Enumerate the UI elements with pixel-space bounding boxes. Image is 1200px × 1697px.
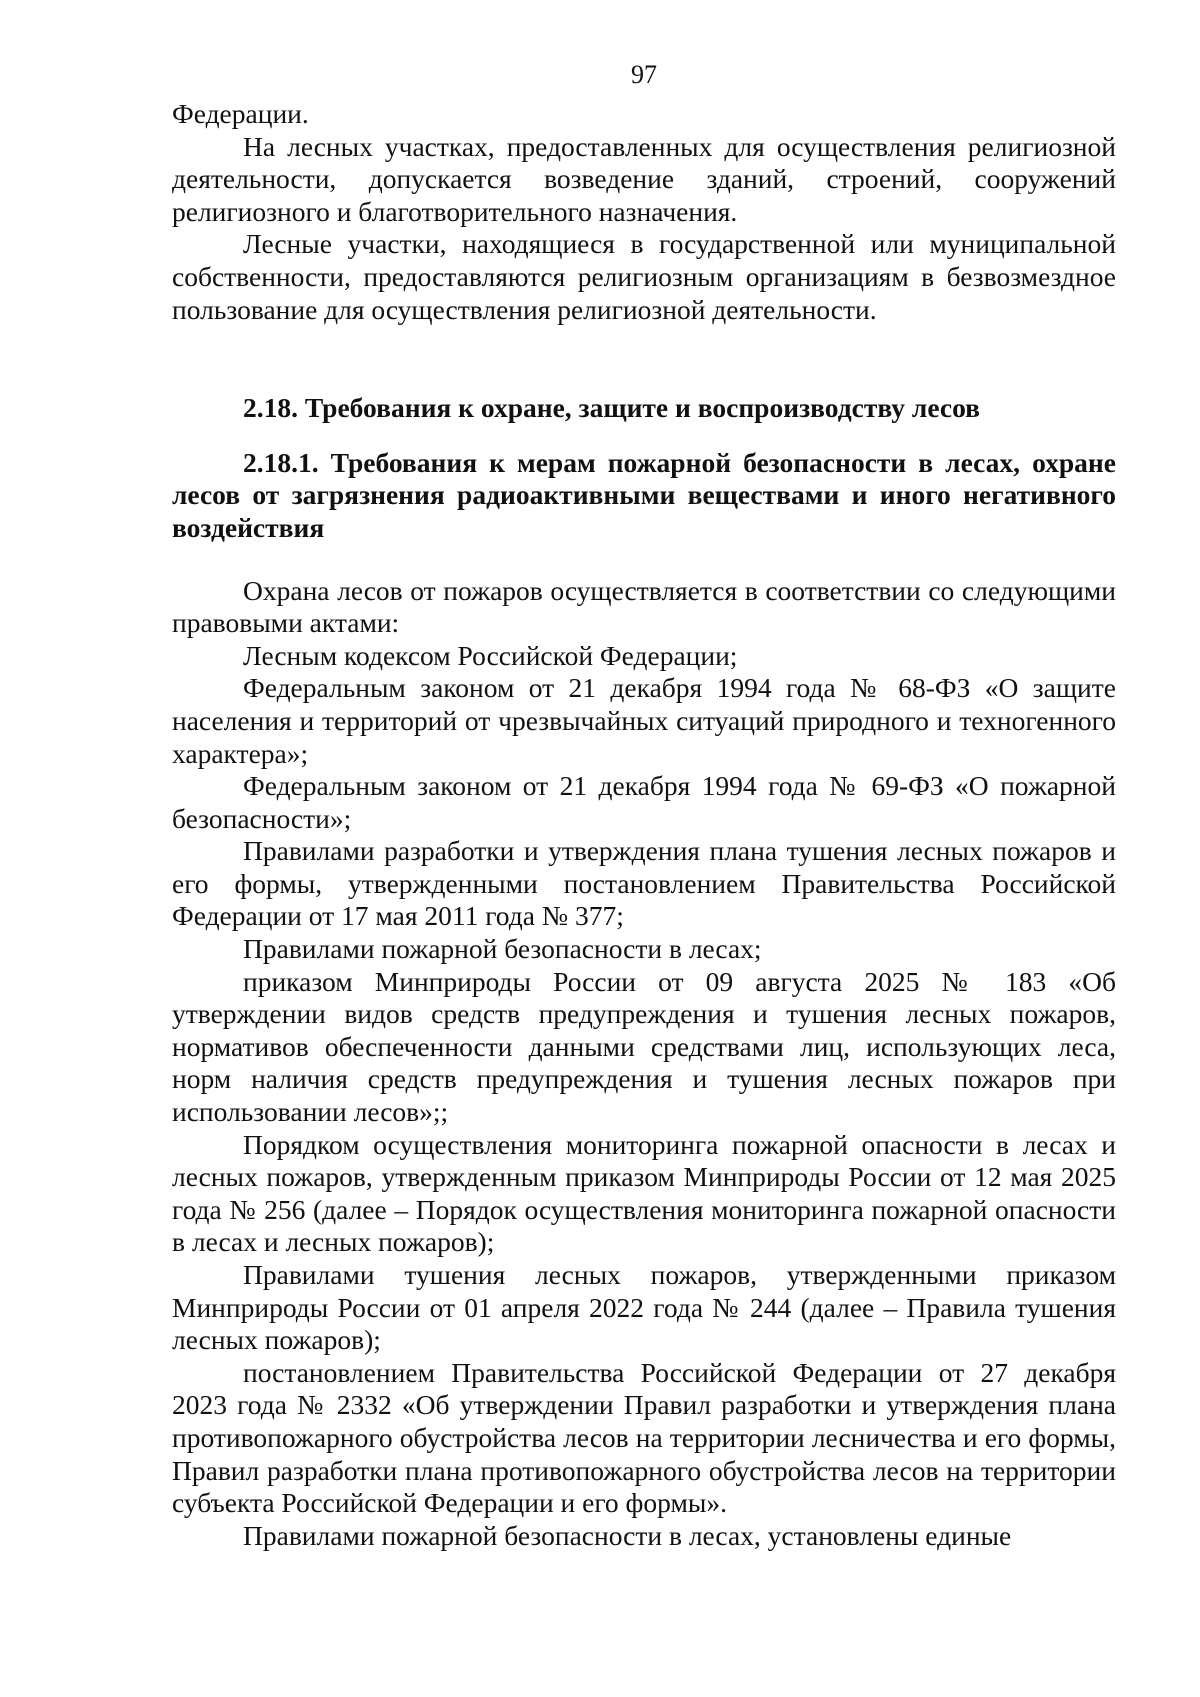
paragraph-continuation: Федерации. [172, 98, 309, 129]
spacer [172, 545, 1116, 575]
paragraph-forest-code: Лесным кодексом Российской Федерации; [243, 639, 738, 671]
paragraph-monitoring-order: Порядком осуществления мониторинга пожарной опасности в лесах и лесных пожаров, утвержденным приказом Минприроды России от 12 мая 2025 года № 256 (далее – Порядок осуществления мониторинга пожарной опасности в лесах и лесных пожаров); [172, 1128, 1116, 1258]
document-page [172, 60, 1116, 1552]
paragraph-order-183: приказом Минприроды России от 09 августа 2025 № 183 «Об утверждении видов средств предупреждения и тушения лесных пожаров, нормативов обеспеченности данными средствами лиц, использующих леса, норм наличия средств предупреждения и тушения лесных пожаров при использовании лесов»;; [172, 965, 1116, 1128]
page-number: 97 [631, 60, 657, 89]
paragraph-law-69fz: Федеральным законом от 21 декабря 1994 года № 69-ФЗ «О пожарной безопасности»; [172, 770, 1116, 834]
paragraph-fire-plan-rules: Правилами разработки и утверждения плана тушения лесных пожаров и его формы, утвержденными постановлением Правительства Российской Федерации от 17 мая 2011 года № 377; [172, 835, 1116, 932]
paragraph-uniform-requirements: Правилами пожарной безопасности в лесах, установлены единые [243, 1519, 1012, 1551]
subsection-heading: 2.18.1. Требования к мерам пожарной безопасности в лесах, охране лесов от загрязнения радиоактивными веществами и иного негативного воздействия [172, 446, 1116, 543]
paragraph-religious-land-use: Лесные участки, находящиеся в государственной или муниципальной собственности, предоставляются религиозным организациям в безвозмездное пользование для осуществления религиозной деятельности. [172, 228, 1116, 325]
spacer [172, 326, 1116, 392]
paragraph-religious-buildings: На лесных участках, предоставленных для осуществления религиозной деятельности, допускается возведение зданий, строений, сооружений религиозного и благотворительного назначения. [172, 130, 1116, 227]
paragraph-resolution-2332: постановлением Правительства Российской Федерации от 27 декабря 2023 года № 2332 «Об утверждении Правил разработки и утверждения плана противопожарного обустройства лесов на территории лесничества и его формы, Правил разработки плана противопожарного обустройства лесов на территории субъекта Российской Федерации и его формы». [172, 1356, 1116, 1519]
section-heading: 2.18. Требования к охране, защите и воспроизводству лесов [243, 392, 980, 424]
paragraph-law-68fz: Федеральным законом от 21 декабря 1994 года № 68-ФЗ «О защите населения и территорий от чрезвычайных ситуаций природного и техногенного характера»; [172, 672, 1116, 769]
paragraph-extinguishing-rules: Правилами тушения лесных пожаров, утвержденными приказом Минприроды России от 01 апреля 2022 года № 244 (далее – Правила тушения лесных пожаров); [172, 1259, 1116, 1356]
paragraph-fire-safety-rules: Правилами пожарной безопасности в лесах; [243, 933, 762, 965]
paragraph-fire-protection-intro: Охрана лесов от пожаров осуществляется в соответствии со следующими правовыми актами: [172, 574, 1116, 639]
